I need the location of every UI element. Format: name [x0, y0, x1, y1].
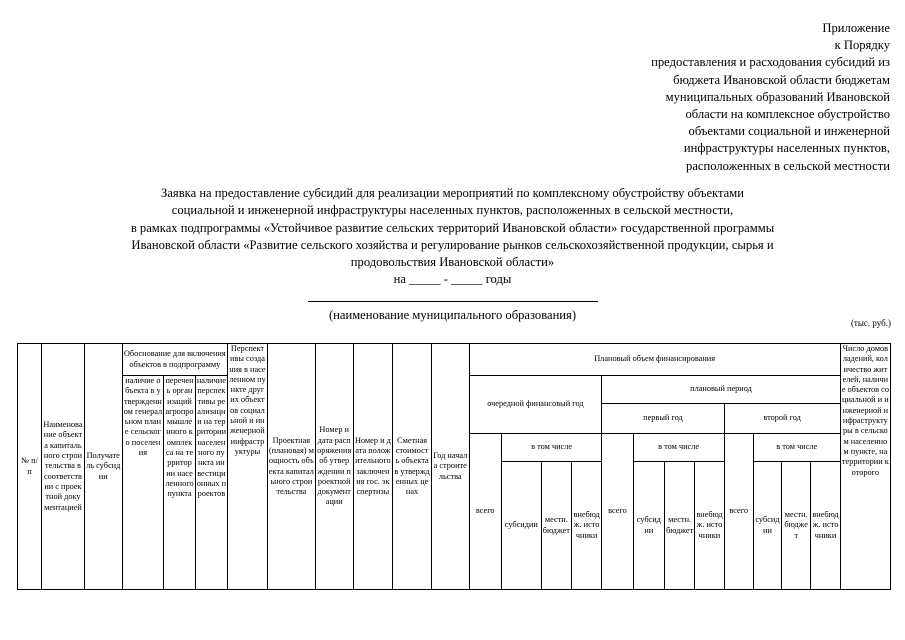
- header-second-year: второй год: [724, 404, 840, 434]
- document-title: [0, 185, 905, 324]
- header-first-total: всего: [602, 434, 633, 590]
- header-prospects: Перспективы создания в населенном пункте других объектов социальной и инженерной инфраструктуры: [228, 344, 268, 590]
- header-financing: Плановый объем финансирования: [469, 344, 840, 376]
- application-table: [17, 343, 891, 590]
- appendix-line: бюджета Ивановской области бюджетам: [673, 72, 890, 87]
- header-basis-general-plan: наличие объекта в утвержденном генеральном плане сельского поселения: [122, 376, 164, 590]
- title-line: в рамках подпрограммы «Устойчивое развитие сельских территорий Ивановской области» государственной программы: [130, 220, 775, 235]
- header-first-year: первый год: [602, 404, 724, 434]
- header-second-including: в том числе: [753, 434, 840, 462]
- header-second-local-budget: местн. бюджет: [782, 462, 811, 590]
- appendix-line: муниципальных образований Ивановской: [665, 89, 890, 104]
- header-first-extrabudget: внебюдж. источники: [695, 462, 724, 590]
- appendix-header: [651, 20, 890, 175]
- appendix-line: инфраструктуры населенных пунктов,: [683, 141, 890, 156]
- title-line: продовольствия Ивановской области»: [350, 255, 555, 270]
- header-planning-period: плановый период: [602, 376, 840, 404]
- header-first-subsidy: субсидии: [633, 462, 664, 590]
- header-second-subsidy: субсидии: [753, 462, 781, 590]
- header-current-local-budget: местн. бюджет: [541, 462, 571, 590]
- appendix-line: расположенных в сельской местности: [686, 158, 890, 173]
- title-line: Ивановской области «Развитие сельского хозяйства и регулирование рынков сельскохозяйственной продукции, сырья и: [131, 237, 774, 252]
- header-estimate: Сметная стоимость объекта в утвержденных ценах: [393, 344, 432, 590]
- header-start-year: Год начала строительства: [431, 344, 469, 590]
- header-expertise-conclusion: Номер и дата положительного заключения гос. экспертизы: [353, 344, 393, 590]
- header-current-subsidy: субсидии: [501, 462, 541, 590]
- appendix-line: к Порядку: [834, 38, 890, 53]
- header-current-including: в том числе: [501, 434, 601, 462]
- header-num: № п/п: [18, 344, 42, 590]
- appendix-line: предоставления и расходования субсидий из: [651, 55, 890, 70]
- header-population: Число домовладений, количество жителей, наличие объектов социальной и инженерной инфраструктуры в сельском населенном пункте, на территории которого: [840, 344, 890, 590]
- appendix-line: объектами социальной и инженерной: [688, 124, 890, 139]
- header-basis: Обоснование для включения объектов в подпрограмму: [122, 344, 228, 376]
- header-object-name: Наименование объекта капитального строительства в соответствии с проектной документацией: [42, 344, 85, 590]
- header-design-capacity: Проектная (плановая) мощность объекта капитального строительства: [267, 344, 315, 590]
- title-line: Заявка на предоставление субсидий для реализации мероприятий по комплексному обустройству объектами: [161, 186, 744, 200]
- municipality-caption: (наименование муниципального образования): [328, 308, 577, 323]
- header-approval-order: Номер и дата распоряжения об утверждении проектной документации: [315, 344, 353, 590]
- municipality-blank-line: [308, 289, 598, 302]
- header-current-total: всего: [469, 434, 501, 590]
- header-subsidy-recipient: Получатель субсидии: [84, 344, 122, 590]
- period-line: на _____ - _____ годы: [393, 272, 512, 287]
- header-second-extrabudget: внебюдж. источники: [811, 462, 840, 590]
- header-first-local-budget: местн. бюджет: [665, 462, 695, 590]
- units-label: (тыс. руб.): [850, 318, 891, 328]
- appendix-line: области на комплексное обустройство: [685, 107, 890, 122]
- title-line: социальной и инженерной инфраструктуры населенных пунктов, расположенных в сельской местности,: [171, 203, 734, 218]
- header-first-including: в том числе: [633, 434, 724, 462]
- header-basis-agro-list: перечень организаций агропромышленного комплекса на территории населенного пункта: [164, 376, 195, 590]
- header-basis-investment: наличие перспективы реализации на территории населенного пункта инвестиционных проектов: [195, 376, 227, 590]
- header-current-year: очередной финансовый год: [469, 376, 602, 434]
- appendix-line: Приложение: [822, 21, 890, 35]
- header-current-extrabudget: внебюдж. источники: [571, 462, 601, 590]
- header-second-total: всего: [724, 434, 753, 590]
